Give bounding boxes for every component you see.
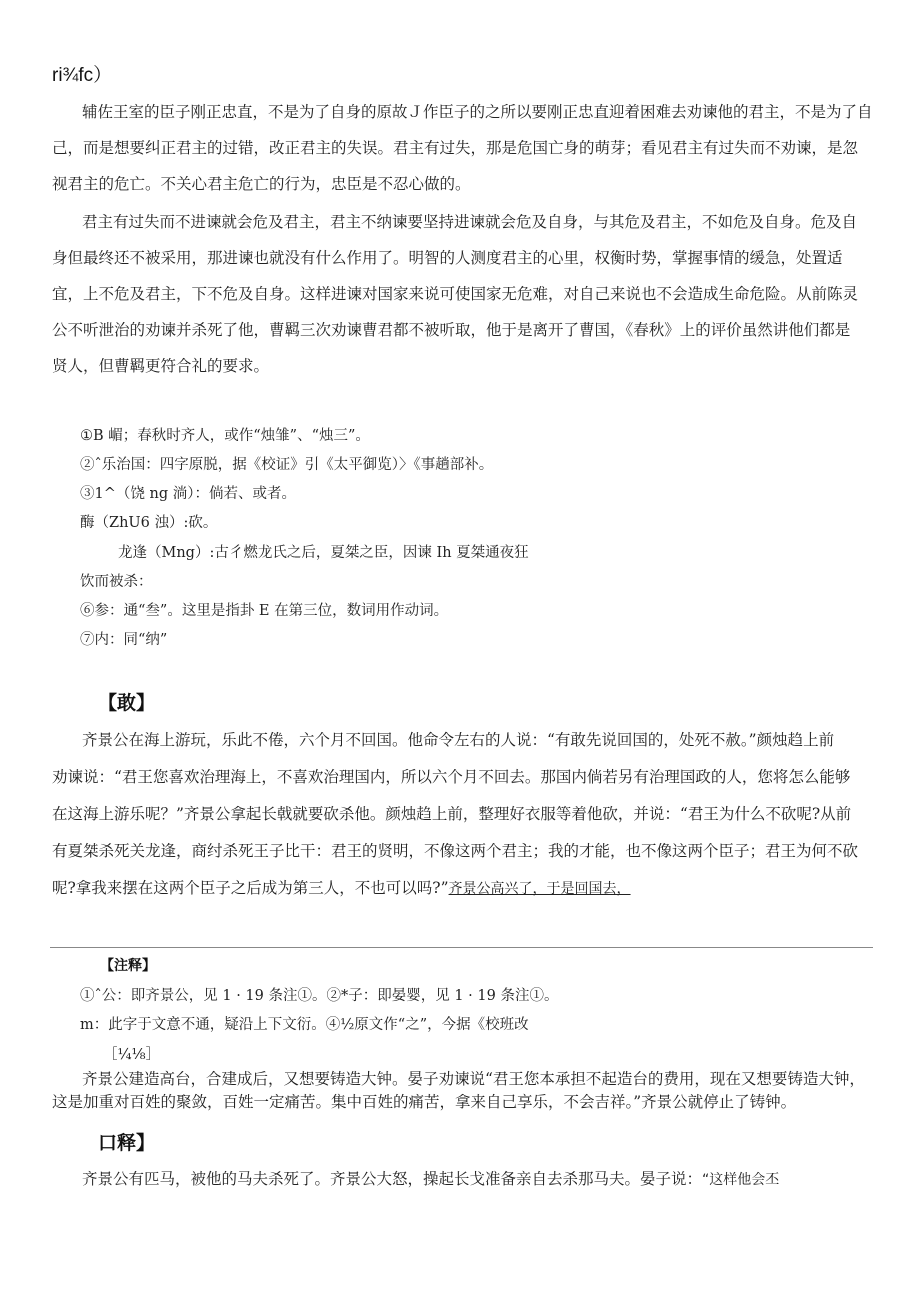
para2-line4: 公不听泄治的劝谏并杀死了他，曹羁三次劝谏曹君都不被听取，他于是离开了曹国，《春秋》上的评价虽然讲他们都是	[52, 321, 851, 339]
note2-item: m：此字于文意不通，疑沿上下文衍。④½原文作“之”，今据《校班改	[80, 1017, 529, 1033]
section2-line5	[52, 870, 631, 907]
section4-text-end: “这样他会丕	[702, 1172, 780, 1188]
section3-line1: 齐景公建造高台，合建成后，又想要铸造大钟。晏子劝谏说“君王您本承担不起造台的费用，现在又想要铸造大钟，	[82, 1070, 865, 1088]
note1-item: ⑦内：同“纳”	[80, 632, 168, 648]
section2-last-text: 呢?拿我来摆在这两个臣子之后成为第三人，不也可以吗?”	[52, 879, 449, 897]
underlined-text: 齐景公高兴了，于是回国去，	[448, 881, 631, 897]
note2-item: ［¼⅛］	[103, 1047, 161, 1063]
note1-item: 龙逢（Mng）:古彳燃龙氏之后，夏桀之臣，因谏 Ih 夏桀通夜狂	[118, 545, 529, 561]
section2-line1: 齐景公在海上游玩，乐此不倦，六个月不回国。他命令左右的人说：“有敢先说回国的，处死不赦。”颜烛趋上前	[82, 731, 835, 749]
para2-line3: 宜，上不危及君主，下不危及自身。这样进谏对国家来说可使国家无危难，对自己来说也不会造成生命危险。从前陈灵	[52, 285, 859, 303]
page-heading: ri¾fc）	[52, 65, 113, 86]
note1-item: 饮而被杀：	[80, 574, 153, 590]
para1-line2: 己，而是想要纠正君主的过错，改正君主的失误。君主有过失，那是危国亡身的萌芽；看见君主有过失而不劝谏，是忽	[52, 139, 859, 157]
note1-item: 酶（ZhU6 浊）:砍。	[80, 515, 218, 531]
note1-item: ①B 嵋；春秋时齐人，或作“烛雏”、“烛三”。	[80, 428, 370, 444]
section2-line3: 在这海上游乐呢？”齐景公拿起长戟就要砍杀他。颜烛趋上前，整理好衣服等着他砍，并说：“君王为什么不砍呢?从前	[52, 805, 852, 823]
horizontal-divider	[50, 947, 873, 948]
section4-text: 齐景公有匹马，被他的马夫杀死了。齐景公大怒，操起长戈准备亲自去杀那马夫。晏子说：	[82, 1170, 703, 1188]
notes-title: 【注释】	[100, 958, 156, 974]
section2-line2: 劝谏说：“君王您喜欢治理海上，不喜欢治理国内，所以六个月不回去。那国内倘若另有治理国政的人，您将怎么能够	[52, 768, 851, 786]
note1-item: ⑥参：通“叁”。这里是指卦 E 在第三位，数词用作动词。	[80, 603, 449, 619]
section2-line4: 有夏桀杀死关龙逢，商纣杀死王子比干：君王的贤明，不像这两个君主；我的才能，也不像这两个臣子；君王为何不砍	[52, 842, 859, 860]
section4-line	[82, 1161, 779, 1198]
section3-line2: 这是加重对百姓的聚敛，百姓一定痛苦。集中百姓的痛苦，拿来自己享乐，不会吉祥。”齐景公就停止了铸钟。	[52, 1093, 797, 1111]
note1-item: ②ˆ乐治国：四字原脱，据《校证》引《太平御览）〉《事趟部补。	[80, 457, 494, 473]
para2-line1: 君主有过失而不进谏就会危及君主，君主不纳谏要坚持进谏就会危及自身，与其危及君主，不如危及自身。危及自	[82, 213, 858, 231]
section-title: 【敢】	[98, 692, 156, 714]
note1-item: ③1^（饶 ng 淌）：倘若、或者。	[80, 486, 296, 502]
para2-line2: 身但最终还不被采用，那进谏也就没有什么作用了。明智的人测度君主的心里，权衡时势，掌握事情的缓急，处置适	[52, 249, 843, 267]
para1-line1: 辅佐王室的臣子刚正忠直，不是为了自身的原故Ｊ作臣子的之所以要刚正忠直迎着困难去劝谏他的君主，不是为了自	[82, 103, 873, 121]
section-title: 口释】	[98, 1132, 156, 1154]
para1-line3: 视君主的危亡。不关心君主危亡的行为，忠臣是不忍心做的。	[52, 175, 471, 193]
note2-item: ①ˆ公：即齐景公，见 1 · 19 条注①。②*子：即晏婴，见 1 · 19 条注①。	[80, 988, 559, 1004]
para2-line5: 贤人，但曹羁更符合礼的要求。	[52, 357, 270, 375]
